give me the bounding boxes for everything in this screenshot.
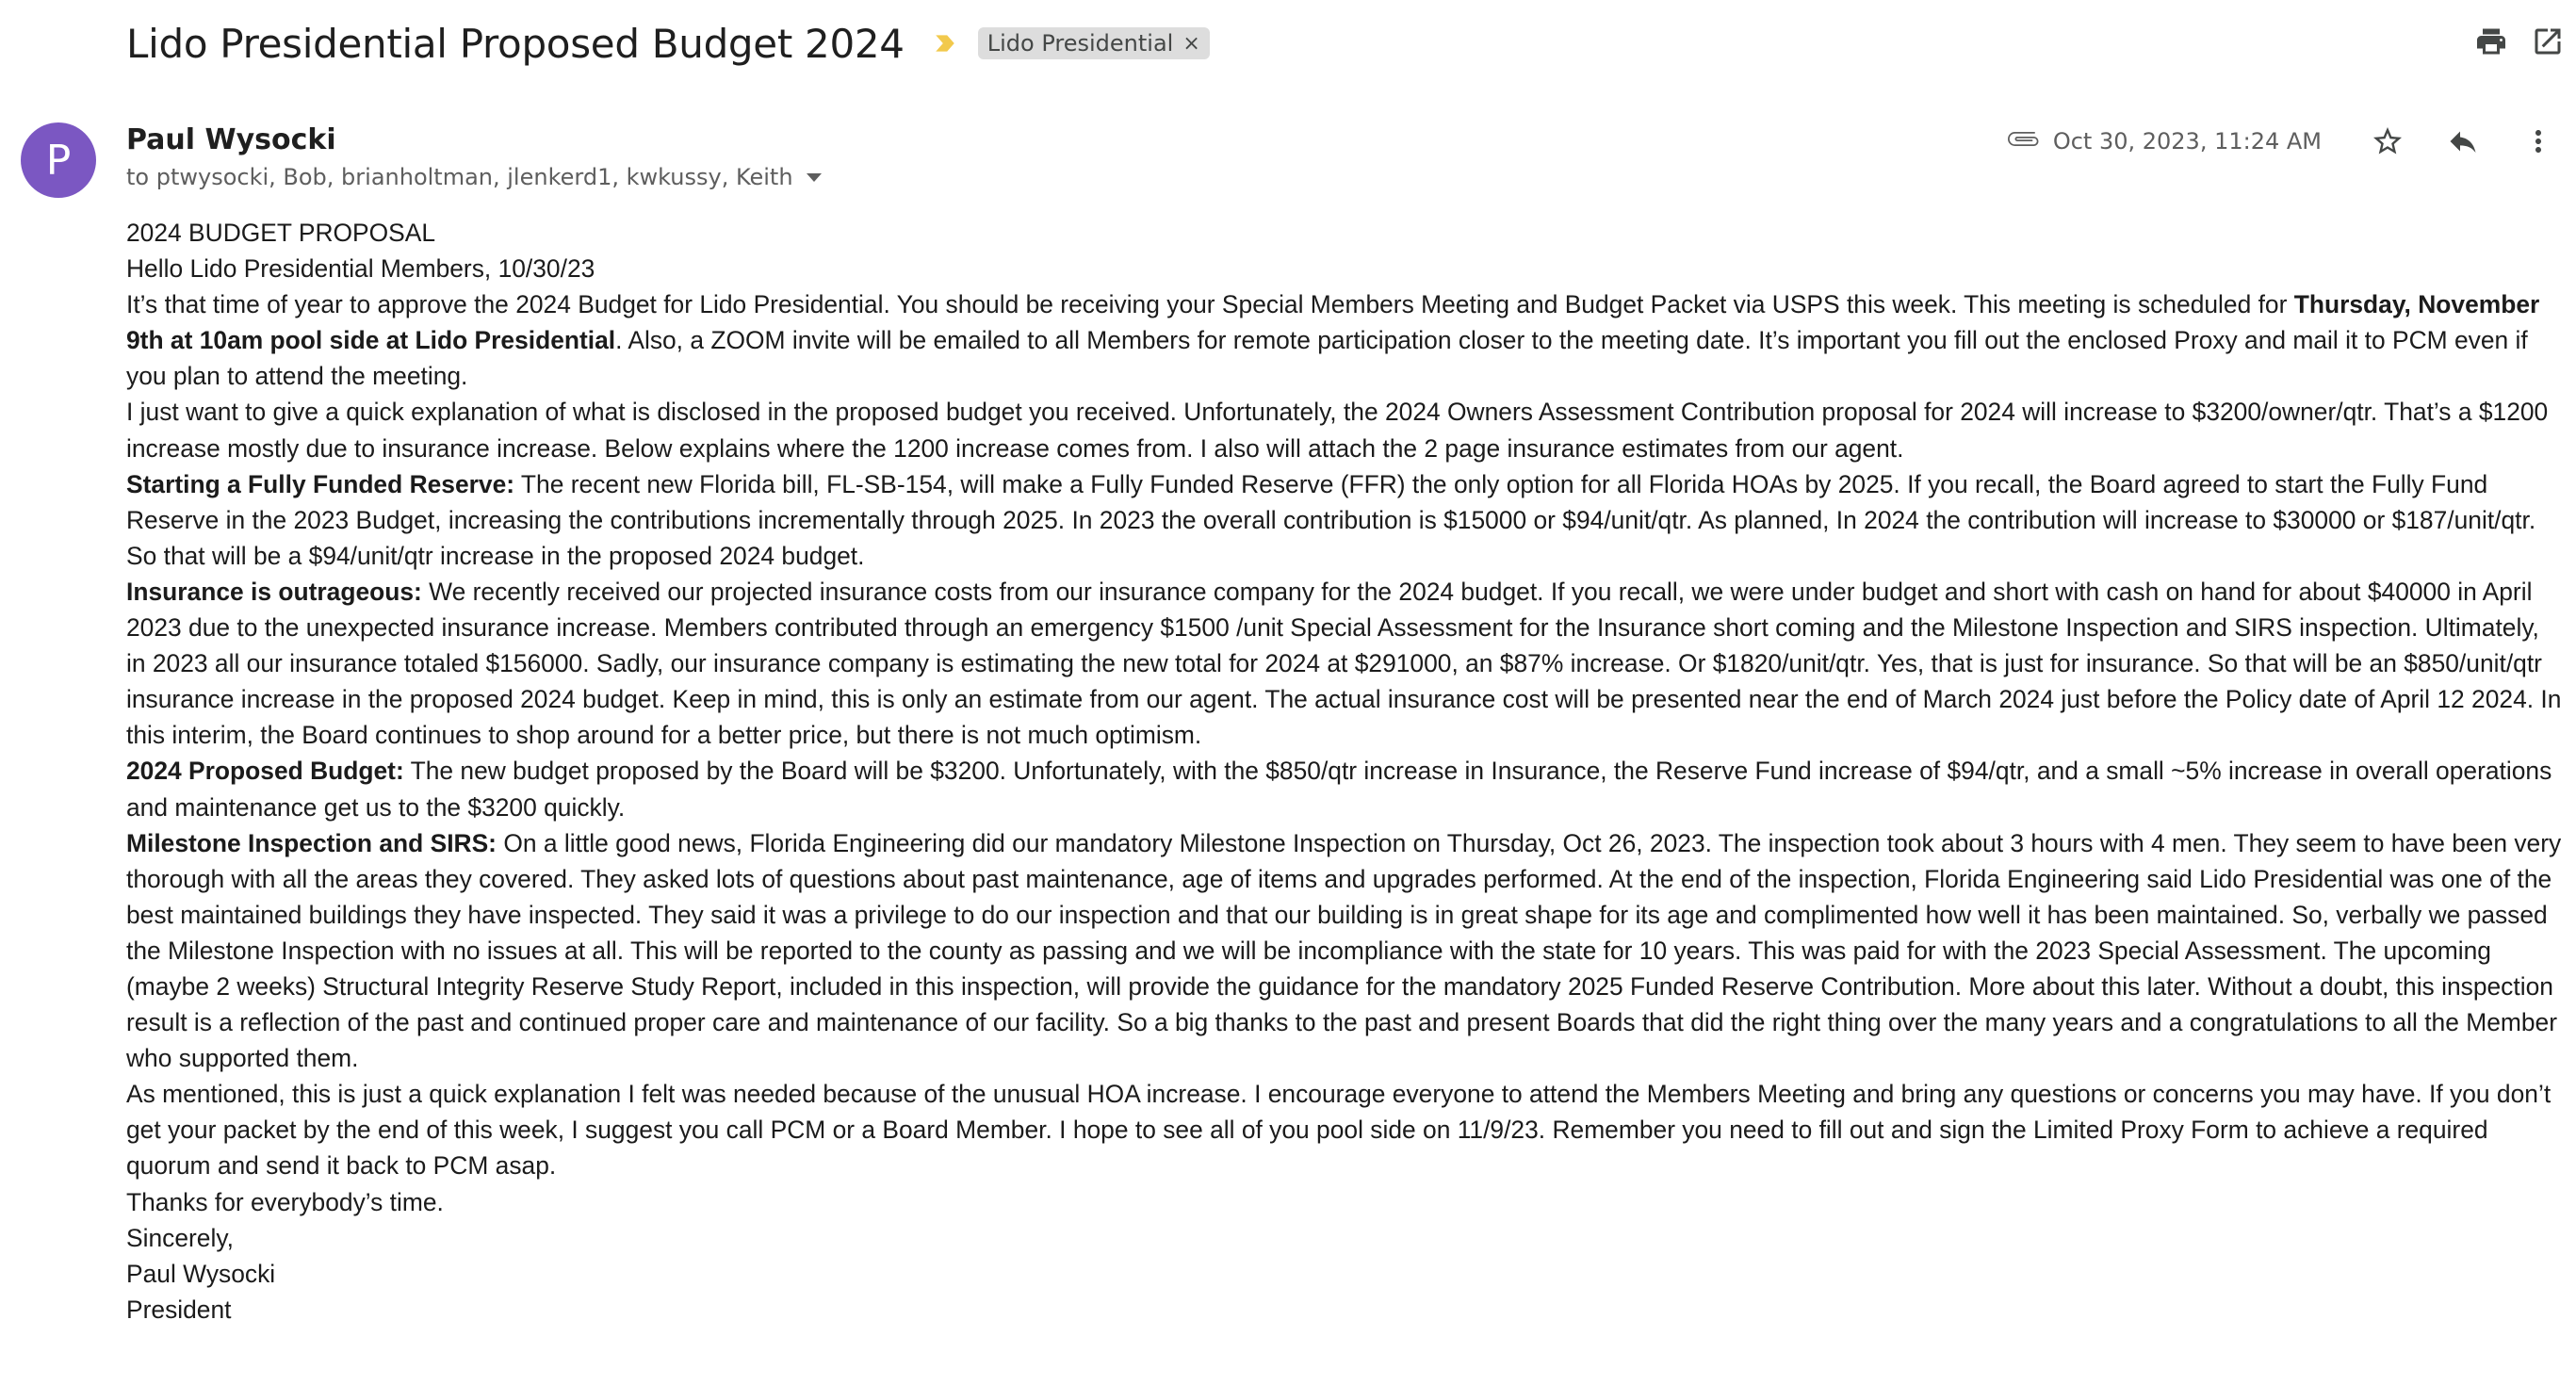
message-date: Oct 30, 2023, 11:24 AM — [2052, 128, 2322, 155]
body-thanks: Thanks for everybody’s time. — [126, 1187, 444, 1216]
sender-avatar[interactable]: P — [21, 122, 96, 198]
insurance-text: We recently received our projected insurance costs from our insurance company for the 2024 budget. If you recall, we were under budget and short with cash on hand for about $40000 in April 2023 due to the unexpected insurance increase. Members contributed through an emergency $1500 /unit Special Assessment for the Insurance short coming and the Milestone Inspection and SIRS inspection. Ultimately, in 2023 all our insurance totaled $156000. Sadly, our insurance company is estimating the new total for 2024 at $291000, an $87% increase. Or $1820/unit/qtr. Yes, that is just for insurance. So that will be an $850/unit/qtr insurance increase in the proposed 2024 budget. Keep in mind, this is only an estimate from our agent. The actual insurance cost will be presented near the end of March 2024 just before the Policy date of April 12 2024. In this interim, the Board continues to shop around for a better price, but there is not much optimism. — [126, 577, 2562, 750]
budget-heading: 2024 Proposed Budget: — [126, 757, 404, 786]
signature-name: Paul Wysocki — [126, 1259, 276, 1288]
meeting-text-a: It’s that time of year to approve the 2024 Budget for Lido Presidential. You should be receiving your Special Members Meeting and Budget Packet via USPS this week. This meeting is scheduled for — [126, 290, 2294, 319]
importance-marker-icon[interactable] — [933, 31, 957, 56]
thread-actions — [2463, 19, 2576, 64]
label-chip-text: Lido Presidential — [986, 30, 1174, 57]
remove-label-icon[interactable]: × — [1182, 31, 1200, 56]
body-greeting: Hello Lido Presidential Members, 10/30/23 — [126, 254, 595, 284]
meeting-date-bold: Thursday, November 9th at 10am pool side at Lido Presidential — [126, 290, 2540, 355]
chevron-down-icon[interactable] — [807, 173, 822, 182]
budget-text: The new budget proposed by the Board will be $3200. Unfortunately, with the $850/qtr increase in Insurance, the Reserve Fund increase of $94/qtr, and a small ~5% increase in overall operations and maintenance get us to the $3200 quickly. — [126, 757, 2552, 822]
reserve-text: The recent new Florida bill, FL-SB-154, will make a Fully Funded Reserve (FFR) the only option for all Florida HOAs by 2025. If you recall, the Board agreed to start the Fully Fund Reserve in the 2023 Budget, increasing the contributions incrementally through 2025. In 2023 the overall contribution is $15000 or $94/unit/qtr. As planned, In 2024 the contribution will increase to $30000 or $187/unit/qtr. So that will be a $94/unit/qtr increase in the proposed 2024 budget. — [126, 469, 2536, 570]
paperclip-icon — [2008, 127, 2046, 155]
reply-icon[interactable] — [2425, 119, 2501, 164]
email-subject: Lido Presidential Proposed Budget 2024 — [126, 20, 905, 67]
meeting-text-c: . Also, a ZOOM invite will be emailed to all Members for remote participation closer to the meeting date. It’s important you fill out the enclosed Proxy and mail it to PCM even if you plan to attend the meeting. — [126, 326, 2528, 391]
message-body — [126, 215, 2563, 1328]
sender-name[interactable]: Paul Wysocki — [126, 123, 336, 156]
label-chip[interactable] — [978, 27, 1210, 59]
body-paragraph-reserve — [126, 466, 2563, 574]
reserve-heading: Starting a Fully Funded Reserve: — [126, 469, 515, 498]
body-paragraph-closing: As mentioned, this is just a quick explanation I felt was needed because of the unusual HOA increase. I encourage everyone to attend the Members Meeting and bring any questions or concerns you may have. If you don’t get your packet by the end of this week, I suggest you call PCM or a Board Member. I hope to see all of you pool side on 11/9/23. Remember you need to fill out and sign the Limited Proxy Form to achieve a required quorum and send it back to PCM asap. — [126, 1080, 2552, 1181]
recipients-text: to ptwysocki, Bob, brianholtman, jlenkerd1, kwkussy, Keith — [126, 164, 793, 190]
body-paragraph-meeting — [126, 286, 2563, 394]
signature-title: President — [126, 1295, 232, 1324]
message-meta — [2008, 119, 2576, 164]
star-icon[interactable] — [2350, 119, 2425, 164]
body-paragraph-insurance — [126, 574, 2563, 753]
body-heading: 2024 BUDGET PROPOSAL — [126, 219, 436, 247]
subject-row — [126, 13, 1210, 73]
print-icon[interactable] — [2463, 19, 2519, 64]
body-closing: Sincerely, — [126, 1223, 234, 1252]
more-vert-icon[interactable] — [2501, 119, 2576, 164]
body-paragraph-milestone — [126, 825, 2563, 1077]
insurance-heading: Insurance is outrageous: — [126, 577, 422, 606]
open-in-new-icon[interactable] — [2519, 19, 2576, 64]
body-paragraph-budget — [126, 753, 2563, 824]
milestone-heading: Milestone Inspection and SIRS: — [126, 828, 497, 857]
body-paragraph-explanation: I just want to give a quick explanation of what is disclosed in the proposed budget you received. Unfortunately, the 2024 Owners Assessment Contribution proposal for 2024 will increase to $3200/owner/qtr. That’s a $1200 increase mostly due to insurance increase. Below explains where the 1200 increase comes from. I also will attach the 2 page insurance estimates from our agent. — [126, 398, 2549, 463]
milestone-text: On a little good news, Florida Engineering did our mandatory Milestone Inspection on Thursday, Oct 26, 2023. The inspection took about 3 hours with 4 men. They seem to have been very thorough with all the areas they covered. They asked lots of questions about past maintenance, age of items and upgrades performed. At the end of the inspection, Florida Engineering said Lido Presidential was one of the best maintained buildings they have inspected. They said it was a privilege to do our inspection and that our building is in great shape for its age and complimented how well it has been maintained. So, verbally we passed the Milestone Inspection with no issues at all. This will be reported to the county as passing and we will be incompliance with the state for 10 years. This was paid for with the 2023 Special Assessment. The upcoming (maybe 2 weeks) Structural Integrity Reserve Study Report, included in this inspection, will provide the guidance for the mandatory 2025 Funded Reserve Contribution. More about this later. Without a doubt, this inspection result is a reflection of the past and continued proper care and maintenance of our facility. So a big thanks to the past and present Boards that did the right thing over the many years and a congratulations to all the Member who supported them. — [126, 828, 2562, 1073]
recipients-line — [126, 164, 822, 190]
